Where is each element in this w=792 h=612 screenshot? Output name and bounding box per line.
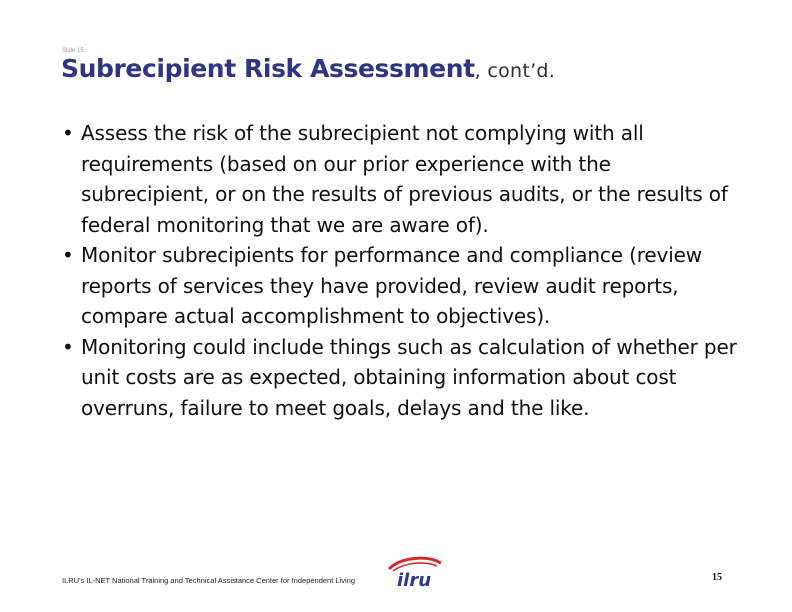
bullet-text: Monitoring could include things such as calculation of whether per unit costs are as expected, obtaining information about cost overruns, failure to meet goals, delays and the like. (81, 334, 737, 420)
bullet-text: Monitor subrecipients for performance and compliance (review reports of services they have provided, review audit reports, compare actual accomplishment to objectives). (81, 243, 703, 328)
bullet-dot-icon: • (62, 243, 74, 267)
bullet-dot-icon: • (62, 334, 74, 359)
bullet-dot-icon: • (62, 121, 74, 145)
title-suffix: , cont’d. (474, 60, 556, 82)
bullet-item (62, 240, 742, 332)
bullet-item (62, 118, 742, 240)
bullet-text: Assess the risk of the subrecipient not complying with all requirements (based on our prior experience with the subrecipient, or on the results of previous audits, or the results of federal monitoring that we are aware of). (81, 121, 728, 237)
slide-number-label: Slide 15 (62, 48, 84, 54)
title-main: Subrecipient Risk Assessment (61, 54, 475, 83)
bullet-item (62, 332, 742, 424)
footer-organization-text: ILRU's IL-NET National Training and Technical Assistance Center for Independent Living (62, 576, 355, 585)
ilru-logo-icon (383, 555, 445, 589)
slide-title (61, 54, 555, 83)
bullet-list (62, 118, 742, 423)
page-number: 15 (712, 572, 722, 583)
logo-text: ilru (397, 570, 432, 589)
